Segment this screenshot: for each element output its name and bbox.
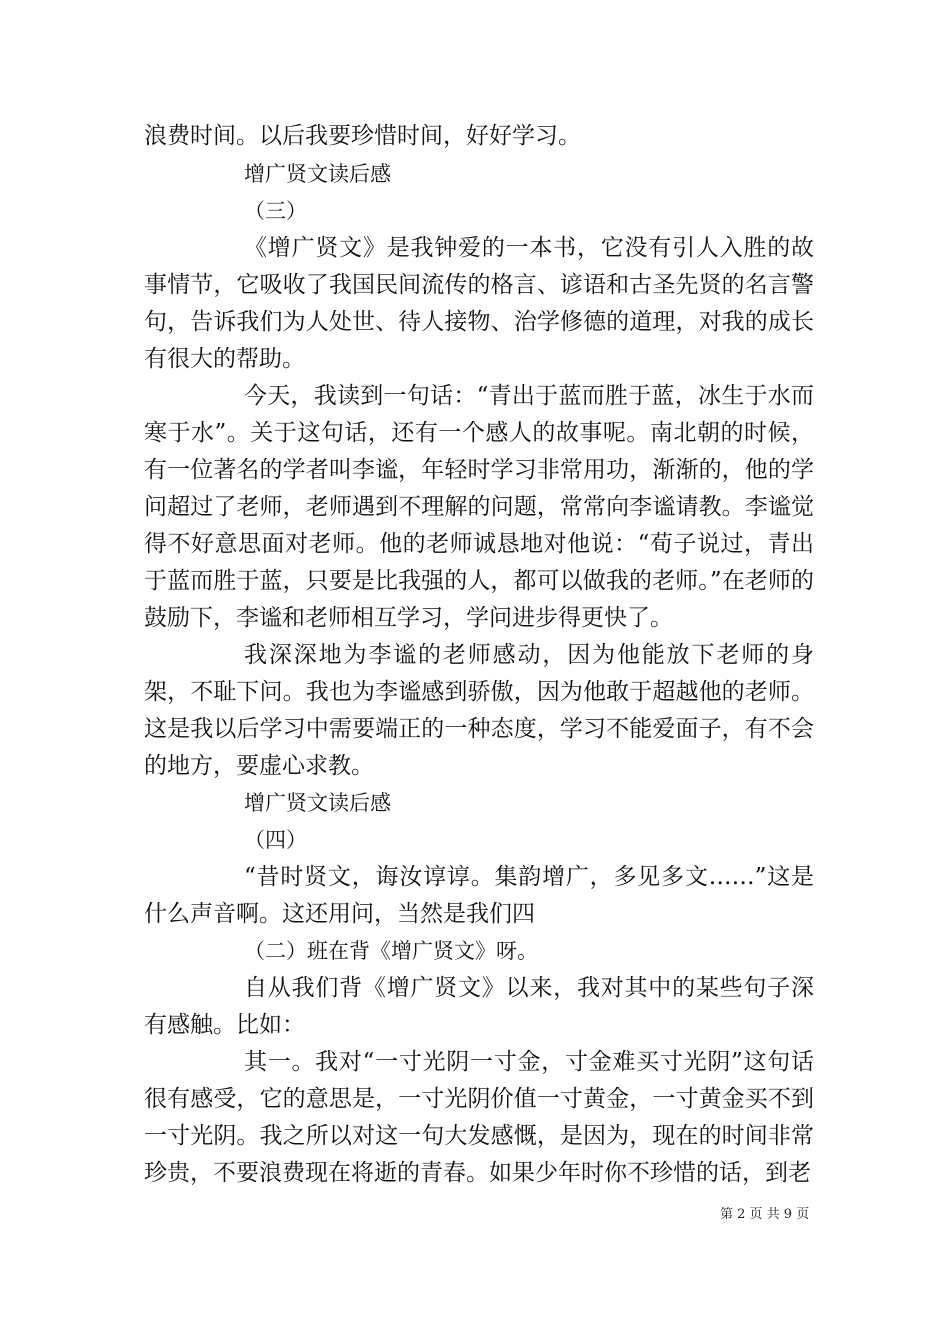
page-number-footer: 第 2 页 共 9 页 (720, 1207, 810, 1222)
paragraph: 浪费时间。以后我要珍惜时间，好好学习。 (144, 123, 581, 149)
section-title: 增广贤文读后感 (244, 162, 391, 186)
paragraph: 其一。我对“一寸光阴一寸金，寸金难买寸光阴”这句话很有感受，它的意思是，一寸光阴价值一寸黄金，一寸黄金买不到一寸光阴。我之所以对这一句大发感慨，是因为，现在的时间非常珍贵，不要浪费现在将逝的青春。如果少年时你不珍惜的话，到老 (144, 1049, 814, 1186)
section-number: （三） (244, 199, 307, 223)
paragraph: 自从我们背《增广贤文》以来，我对其中的某些句子深有感触。比如： (144, 975, 814, 1038)
paragraph-continuation: （二）班在背《增广贤文》呀。 (244, 939, 538, 963)
document-body (144, 118, 814, 1192)
paragraph: 今天，我读到一句话：“青出于蓝而胜于蓝，冰生于水而寒于水”。关于这句话，还有一个感人的故事呢。南北朝的时候，有一位著名的学者叫李谧，年轻时学习非常用功，渐渐的，他的学问超过了老师，老师遇到不理解的问题，常常向李谧请教。李谧觉得不好意思面对老师。他的老师诚恳地对他说：“荀子说过，青出于蓝而胜于蓝，只要是比我强的人，都可以做我的老师。”在老师的鼓励下，李谧和老师相互学习，学问进步得更快了。 (144, 383, 814, 631)
section-title: 增广贤文读后感 (244, 791, 391, 815)
paragraph: 我深深地为李谧的老师感动，因为他能放下老师的身架，不耻下问。我也为李谧感到骄傲，因为他敢于超越他的老师。这是我以后学习中需要端正的一种态度，学习不能爱面子，有不会的地方，要虚心求教。 (144, 642, 814, 779)
paragraph: “昔时贤文，诲汝谆谆。集韵增广，多见多文……”这是什么声音啊。这还用问，当然是我们四 (144, 864, 814, 927)
paragraph: 《增广贤文》是我钟爱的一本书，它没有引人入胜的故事情节，它吸收了我国民间流传的格言、谚语和古圣先贤的名言警句，告诉我们为人处世、待人接物、治学修德的道理，对我的成长有很大的帮助。 (144, 235, 814, 372)
section-number: （四） (244, 828, 307, 852)
